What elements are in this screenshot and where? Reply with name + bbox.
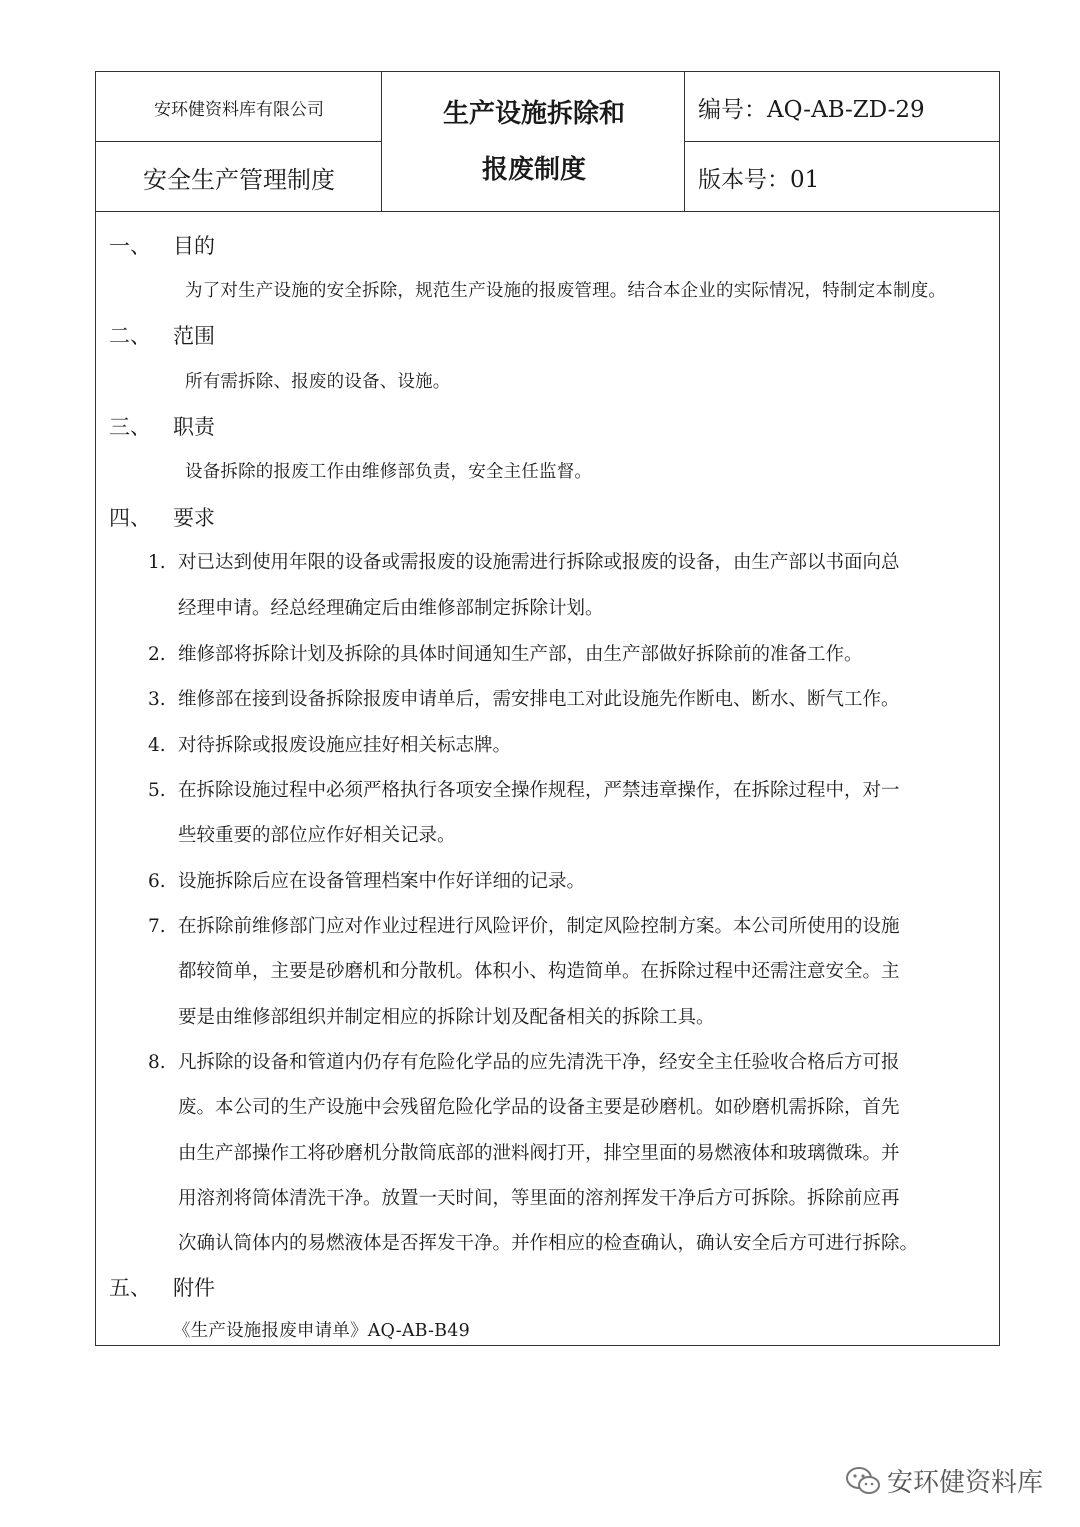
requirement-item	[148, 640, 863, 666]
item-line: 次确认筒体内的易燃液体是否挥发干净。并作相应的检查确认，确认安全后方可进行拆除。	[178, 1233, 919, 1254]
section-number: 一、	[109, 234, 151, 258]
section-number: 四、	[109, 506, 151, 530]
requirement-item	[148, 912, 900, 938]
item-line: 设施拆除后应在设备管理档案中作好详细的记录。	[178, 871, 586, 892]
requirement-item	[148, 867, 585, 893]
document-version: 版本号：01	[698, 166, 820, 193]
item-number: 7.	[148, 916, 166, 937]
item-line: 经理申请。经总经理确定后由维修部制定拆除计划。	[178, 598, 604, 619]
item-line: 在拆除前维修部门应对作业过程进行风险评价，制定风险控制方案。本公司所使用的设施	[178, 916, 900, 937]
company-name: 安环健资料库有限公司	[154, 99, 324, 120]
section-scope	[109, 320, 215, 350]
document-code: 编号：AQ-AB-ZD-29	[698, 96, 925, 123]
section-scope-text: 所有需拆除、报废的设备、设施。	[185, 372, 451, 392]
item-line: 对已达到使用年限的设备或需报废的设施需进行拆除或报废的设备，由生产部以书面向总	[178, 552, 900, 573]
item-number: 3.	[148, 689, 166, 710]
watermark-text: 安环健资料库	[887, 1468, 1044, 1498]
section-number: 五、	[109, 1276, 151, 1300]
item-number: 6.	[148, 871, 166, 892]
section-purpose-text: 为了对生产设施的安全拆除，规范生产设施的报废管理。结合本企业的实际情况，特制定本制度。	[185, 281, 947, 301]
item-line: 要是由维修部组织并制定相应的拆除计划及配备相关的拆除工具。	[178, 1007, 715, 1028]
section-duties	[109, 411, 215, 441]
section-number: 三、	[109, 415, 151, 439]
item-number: 1.	[148, 552, 166, 573]
requirement-item	[148, 731, 511, 757]
wechat-icon	[845, 1466, 881, 1496]
item-line: 凡拆除的设备和管道内仍存有危险化学品的应先清洗干净，经安全主任验收合格后方可报	[178, 1052, 900, 1073]
section-title: 附件	[173, 1276, 215, 1300]
section-purpose	[109, 230, 215, 260]
section-number: 二、	[109, 324, 151, 348]
requirement-item	[148, 1048, 900, 1074]
document-title	[383, 72, 685, 212]
item-number: 8.	[148, 1052, 166, 1073]
document-title-line1: 生产设施拆除和	[442, 99, 625, 129]
document-category: 安全生产管理制度	[143, 165, 335, 194]
section-title: 目的	[173, 234, 215, 258]
section-attachments	[109, 1272, 215, 1302]
section-requirements	[109, 502, 215, 532]
section-title: 范围	[173, 324, 215, 348]
document-form	[95, 71, 1000, 1346]
section-title: 要求	[173, 506, 215, 530]
item-line: 维修部将拆除计划及拆除的具体时间通知生产部，由生产部做好拆除前的准备工作。	[178, 644, 863, 665]
item-line: 维修部在接到设备拆除报废申请单后，需安排电工对此设施先作断电、断水、断气工作。	[178, 689, 900, 710]
section-duties-text: 设备拆除的报废工作由维修部负责，安全主任监督。	[185, 462, 593, 482]
requirement-item	[148, 548, 900, 574]
requirement-item	[148, 685, 900, 711]
attachment-reference: 《生产设施报废申请单》AQ-AB-B49	[173, 1321, 470, 1341]
item-line: 废。本公司的生产设施中会残留危险化学品的设备主要是砂磨机。如砂磨机需拆除，首先	[178, 1097, 900, 1118]
item-line: 对待拆除或报废设施应挂好相关标志牌。	[178, 735, 512, 756]
item-number: 2.	[148, 644, 166, 665]
item-line: 由生产部操作工将砂磨机分散筒底部的泄料阀打开，排空里面的易燃液体和玻璃微珠。并	[178, 1143, 900, 1164]
item-line: 些较重要的部位应作好相关记录。	[178, 825, 456, 846]
document-title-line2: 报废制度	[481, 155, 586, 185]
item-line: 用溶剂将筒体清洗干净。放置一天时间，等里面的溶剂挥发干净后方可拆除。拆除前应再	[178, 1188, 900, 1209]
item-line: 在拆除设施过程中必须严格执行各项安全操作规程，严禁违章操作，在拆除过程中，对一	[178, 780, 900, 801]
watermark	[845, 1462, 1043, 1499]
item-number: 4.	[148, 735, 166, 756]
item-line: 都较简单，主要是砂磨机和分散机。体积小、构造简单。在拆除过程中还需注意安全。主	[178, 961, 900, 982]
requirement-item	[148, 776, 900, 802]
section-title: 职责	[173, 415, 215, 439]
item-number: 5.	[148, 780, 166, 801]
